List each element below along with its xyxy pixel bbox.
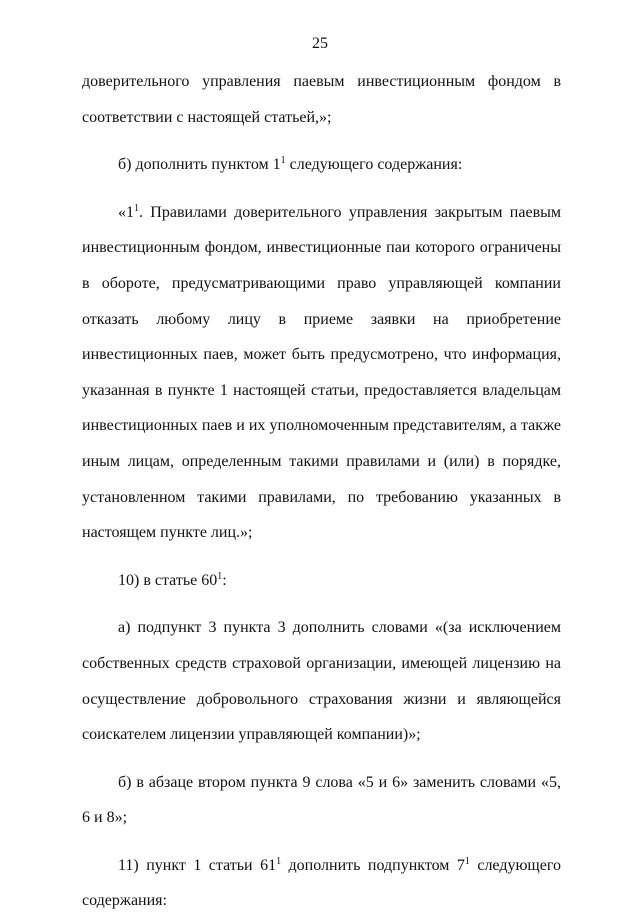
paragraph-continuation-line2: соответствии с настоящей статьей,»; (82, 108, 332, 126)
document-body (82, 64, 561, 919)
paragraph-continuation-line1 (82, 64, 561, 100)
paragraph-item-11: 11) пункт 1 статьи $61^1$ дополнить подпунктом $7^1$ следующего содержания: (82, 855, 562, 910)
word: доверительного (82, 73, 190, 90)
paragraph-b-add-point: б) дополнить пунктом $1^1$ следующего содержания: (118, 155, 463, 174)
page-number: 25 (312, 35, 328, 52)
paragraph-item-10: 10) в статье $60^1$: (118, 570, 227, 589)
word: фондом (487, 73, 541, 90)
word: инвестиционным (357, 73, 476, 90)
word: в (553, 73, 561, 90)
paragraph-subitem-a: а) подпункт 3 пункта 3 дополнить словами «(за исключением собственных средств страховой организации, имеющей лицензию на осуществление добровольного страхования жизни и являющейся соискателем лицензии управляющей компании)»; (82, 619, 561, 744)
paragraph-point-1-1: «$1^1$. Правилами доверительного управления закрытым паевым инвестиционным фондом, инвестиционные паи которого ограничены в обороте, предусматривающими право управляющей компании отказать любому лицу в приеме заявки на приобретение инвестиционных паев, может быть предусмотрено, что информация, указанная в пункте 1 настоящей статьи, предоставляется владельцам инвестиционных паев и их уполномоченным представителям, а также иным лицам, определенным такими правилами и (или) в порядке, установленном такими правилами, по требованию указанных в настоящем пункте лиц.»; (82, 202, 561, 542)
paragraph-subitem-b: б) в абзаце втором пункта 9 слова «5 и 6» заменить словами «5, 6 и 8»; (82, 773, 561, 827)
word: паевым (293, 73, 345, 90)
word: управления (202, 73, 281, 90)
